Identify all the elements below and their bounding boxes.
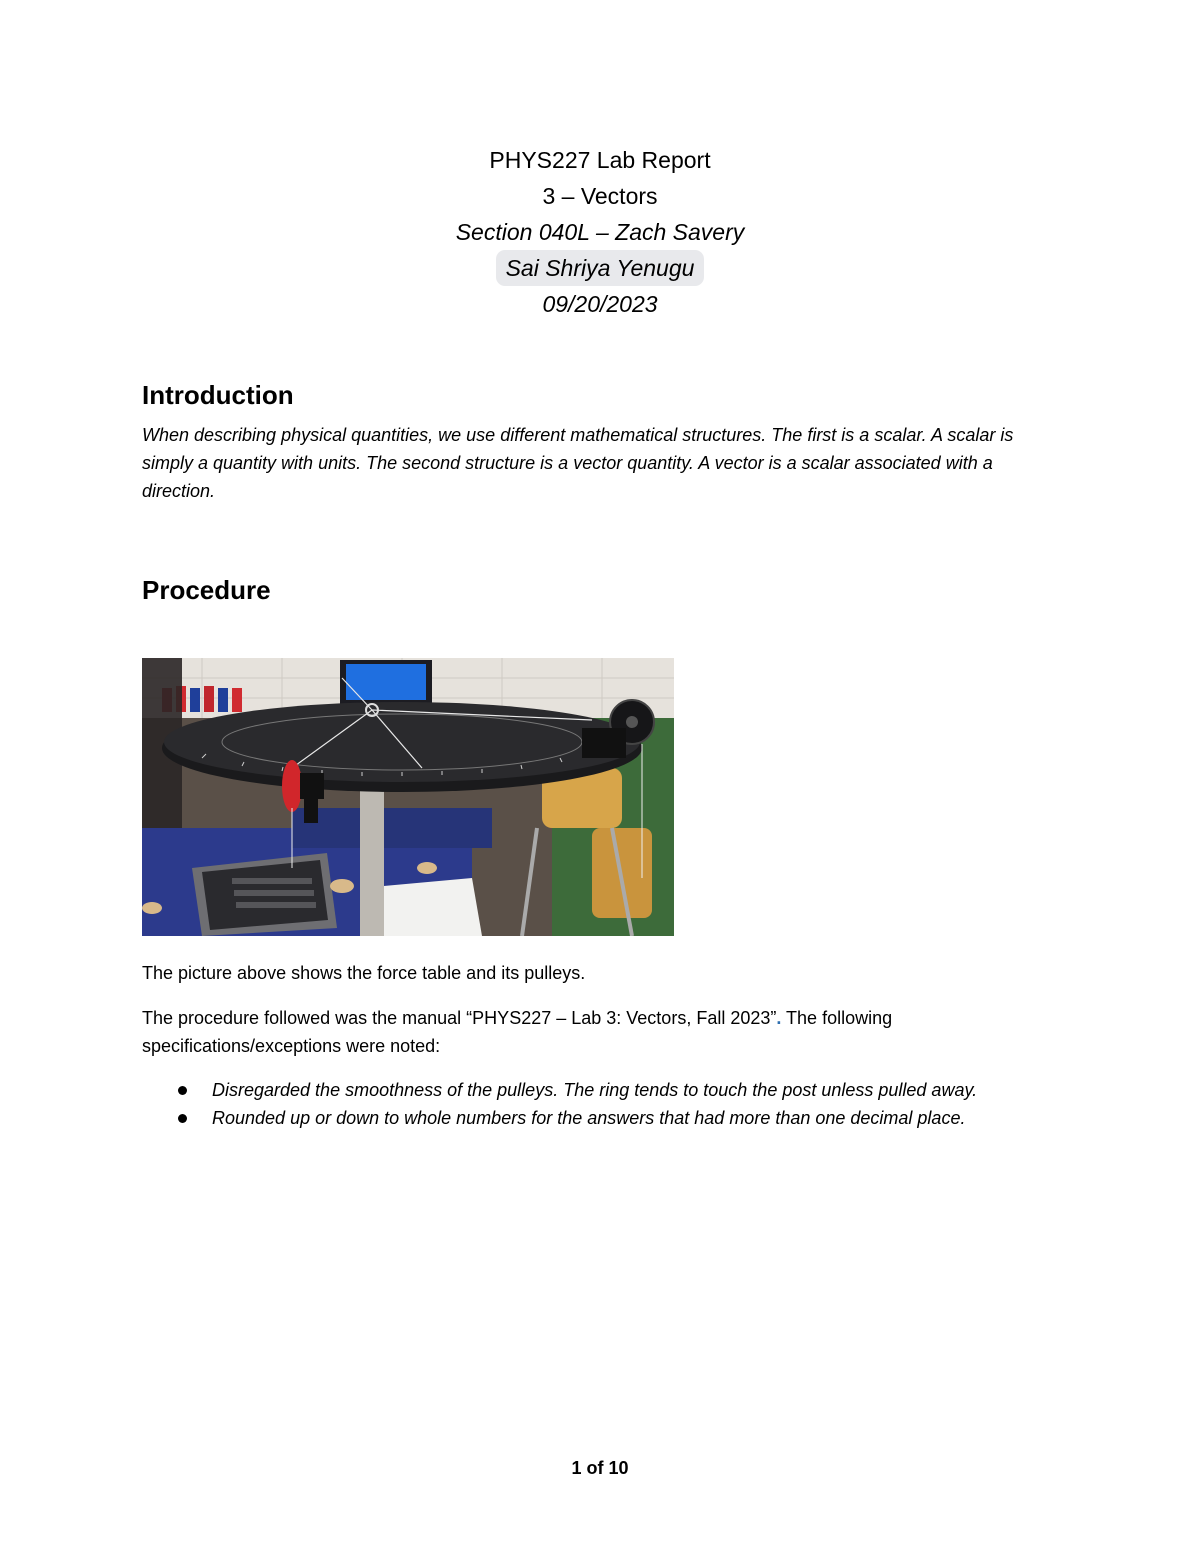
procedure-heading: Procedure	[142, 575, 271, 605]
procedure-text-rest: The following specifications/exceptions were noted:	[142, 1008, 893, 1056]
title-block	[0, 142, 1200, 322]
bullet-dot-icon	[178, 1114, 187, 1123]
lab-title: 3 – Vectors	[542, 183, 658, 209]
list-item	[176, 1104, 1076, 1132]
bullet-dot-icon	[178, 1086, 187, 1095]
section-line: Section 040L – Zach Savery	[455, 219, 745, 245]
list-item	[176, 1076, 1076, 1104]
course-title: PHYS227 Lab Report	[489, 147, 711, 173]
introduction-heading: Introduction	[142, 380, 294, 410]
procedure-period: .	[776, 1008, 782, 1028]
exceptions-list	[176, 1076, 1076, 1132]
author-name: Sai Shriya Yenugu	[496, 250, 705, 286]
introduction-text: When describing physical quantities, we use different mathematical structures. The first is a scalar. A scalar is simply a quantity with units. The second structure is a vector quantity. A vector is a scalar associated with a direction.	[142, 425, 1014, 501]
list-item-text: Rounded up or down to whole numbers for the answers that had more than one decimal place.	[212, 1108, 966, 1128]
photo-caption: The picture above shows the force table and its pulleys.	[142, 963, 586, 983]
list-item-text: Disregarded the smoothness of the pulleys. The ring tends to touch the post unless pulled away.	[212, 1080, 978, 1100]
page-indicator: 1 of 10	[571, 1458, 629, 1478]
procedure-paragraph	[142, 1004, 1042, 1060]
force-table-photo	[142, 658, 674, 936]
report-date: 09/20/2023	[542, 291, 658, 317]
procedure-text-main: The procedure followed was the manual “PHYS227 – Lab 3: Vectors, Fall 2023”	[142, 1008, 777, 1028]
